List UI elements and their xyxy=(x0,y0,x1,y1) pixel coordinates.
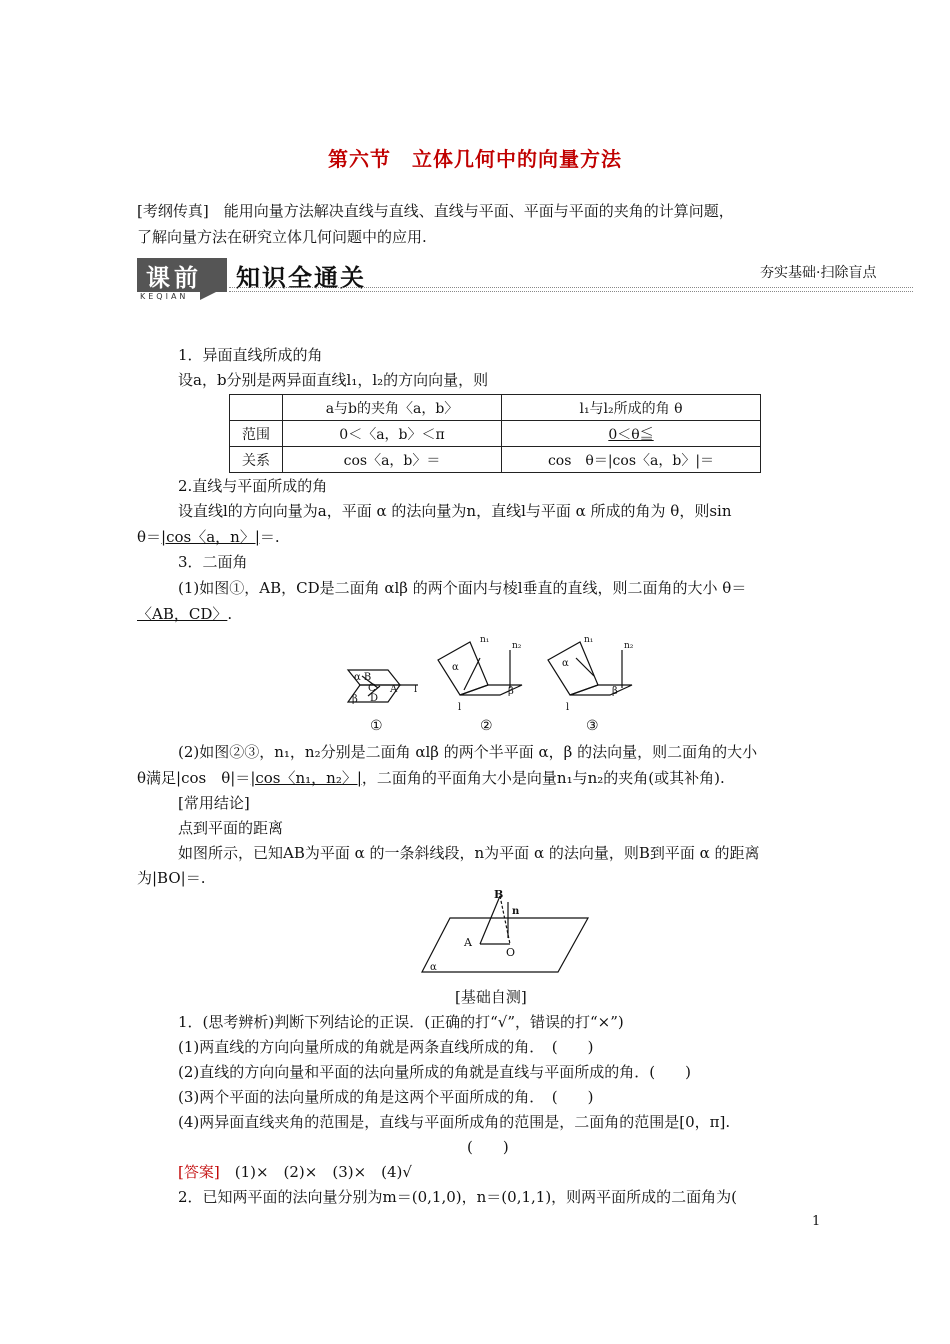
list-item: (1)两直线的方向向量所成的角就是两条直线所成的角． ( ) xyxy=(178,1038,594,1056)
table-row xyxy=(230,395,761,421)
banner-right-text: 夯实基础·扫除盲点 xyxy=(760,265,877,281)
svg-text:n₂: n₂ xyxy=(512,641,522,651)
section2-line1: 设直线l的方向向量为a，平面 α 的法向量为n，直线l与平面 α 所成的角为 θ，则sin xyxy=(178,502,732,520)
banner-tag: 课前 xyxy=(146,264,202,292)
table-cell: cos〈a，b〉＝ xyxy=(283,447,502,473)
list-item: (2)直线的方向向量和平面的法向量所成的角就是直线与平面所成的角．( ) xyxy=(178,1063,691,1081)
table-row xyxy=(230,421,761,447)
svg-text:α: α xyxy=(452,662,459,673)
svg-text:l: l xyxy=(414,684,418,695)
answer-line: [答案] (1)× (2)× (3)× (4)√ xyxy=(178,1163,412,1181)
table-cell: a与b的夹角〈a，b〉 xyxy=(283,395,502,421)
section2-heading: 2.直线与平面所成的角 xyxy=(178,477,328,495)
svg-text:n₁: n₁ xyxy=(480,635,490,645)
conclusion-line1: 如图所示，已知AB为平面 α 的一条斜线段，n为平面 α 的法向量，则B到平面 α 的距离 xyxy=(178,844,760,862)
figure-3-label: ③ xyxy=(586,718,599,734)
svg-text:B: B xyxy=(494,888,504,901)
answer-paren: ( ) xyxy=(467,1138,509,1156)
intro-line1: [考纲传真] 能用向量方法解决直线与直线、直线与平面、平面与平面的夹角的计算问题， xyxy=(137,202,734,220)
banner-divider xyxy=(229,287,913,292)
conclusion-heading: 点到平面的距离 xyxy=(178,819,284,837)
list-item: (4)两异面直线夹角的范围是，直线与平面所成角的范围是，二面角的范围是[0，π]. xyxy=(178,1113,731,1131)
svg-text:α: α xyxy=(430,962,437,973)
page-title: 第六节 立体几何中的向量方法 xyxy=(328,147,622,171)
section1-heading: 1．异面直线所成的角 xyxy=(178,346,323,364)
point-plane-distance-figure xyxy=(420,888,590,978)
selftest-q2: 2．已知两平面的法向量分别为m＝(0,1,0)，n＝(0,1,1)，则两平面所成的二面角为( xyxy=(178,1188,738,1206)
figure-3 xyxy=(548,642,632,695)
svg-text:A: A xyxy=(390,684,398,695)
table-cell: cos θ＝|cos〈a，b〉|＝ xyxy=(502,447,761,473)
figure-1-label: ① xyxy=(370,718,383,734)
svg-text:β: β xyxy=(612,686,618,697)
svg-text:C: C xyxy=(368,683,376,694)
section2-line2: θ＝|cos〈a，n〉|＝. xyxy=(137,528,280,546)
section3-p2-line1: (2)如图②③，n₁，n₂分别是二面角 αlβ 的两个半平面 α，β 的法向量，则二面角的大小 xyxy=(178,743,758,761)
section3-heading: 3．二面角 xyxy=(178,553,248,571)
svg-text:l: l xyxy=(458,702,462,713)
svg-text:β: β xyxy=(352,694,358,705)
svg-text:n₁: n₁ xyxy=(584,635,594,645)
figure-2-label: ② xyxy=(480,718,493,734)
svg-text:n₂: n₂ xyxy=(624,641,634,651)
table-cell: 范围 xyxy=(230,421,283,447)
table-cell: l₁与l₂所成的角 θ xyxy=(502,395,761,421)
list-item: (3)两个平面的法向量所成的角是这两个平面所成的角． ( ) xyxy=(178,1088,594,1106)
page-number: 1 xyxy=(812,1214,821,1229)
dihedral-figures xyxy=(340,630,640,735)
selftest-q1: 1．(思考辨析)判断下列结论的正误．(正确的打“√”，错误的打“×”) xyxy=(178,1013,624,1031)
svg-text:A: A xyxy=(464,936,472,949)
conclusion-label: [常用结论] xyxy=(178,794,250,812)
svg-text:O: O xyxy=(506,946,516,959)
section1-desc: 设a，b分别是两异面直线l₁，l₂的方向向量，则 xyxy=(178,371,489,389)
banner-arrow-icon xyxy=(200,287,230,301)
angle-table xyxy=(229,394,761,473)
svg-text:n: n xyxy=(512,906,520,917)
table-cell: 0＜θ≦ xyxy=(502,421,761,447)
intro-line2: 了解向量方法在研究立体几何问题中的应用. xyxy=(137,228,427,246)
banner-heading: 知识全通关 xyxy=(236,264,366,292)
banner-tag-sub: KEQIAN xyxy=(140,292,189,301)
table-cell: 0＜〈a，b〉＜π xyxy=(283,421,502,447)
table-row xyxy=(230,447,761,473)
section3-p2-line2: θ满足|cos θ|＝|cos〈n₁，n₂〉|，二面角的平面角大小是向量n₁与n₂的夹角(或其补角). xyxy=(137,769,725,787)
svg-text:l: l xyxy=(566,702,570,713)
table-cell: 关系 xyxy=(230,447,283,473)
svg-text:D: D xyxy=(370,693,379,704)
table-cell xyxy=(230,395,283,421)
section3-p1-line2: 〈AB，CD〉. xyxy=(137,605,233,623)
conclusion-line2: 为|BO|＝. xyxy=(137,869,206,887)
svg-text:α B: α B xyxy=(354,672,372,683)
svg-text:α: α xyxy=(562,658,569,669)
selftest-label: [基础自测] xyxy=(455,988,527,1006)
section3-p1-line1: (1)如图①，AB，CD是二面角 αlβ 的两个面内与棱l垂直的直线，则二面角的大小 θ＝ xyxy=(178,579,747,597)
svg-text:β: β xyxy=(508,686,514,697)
